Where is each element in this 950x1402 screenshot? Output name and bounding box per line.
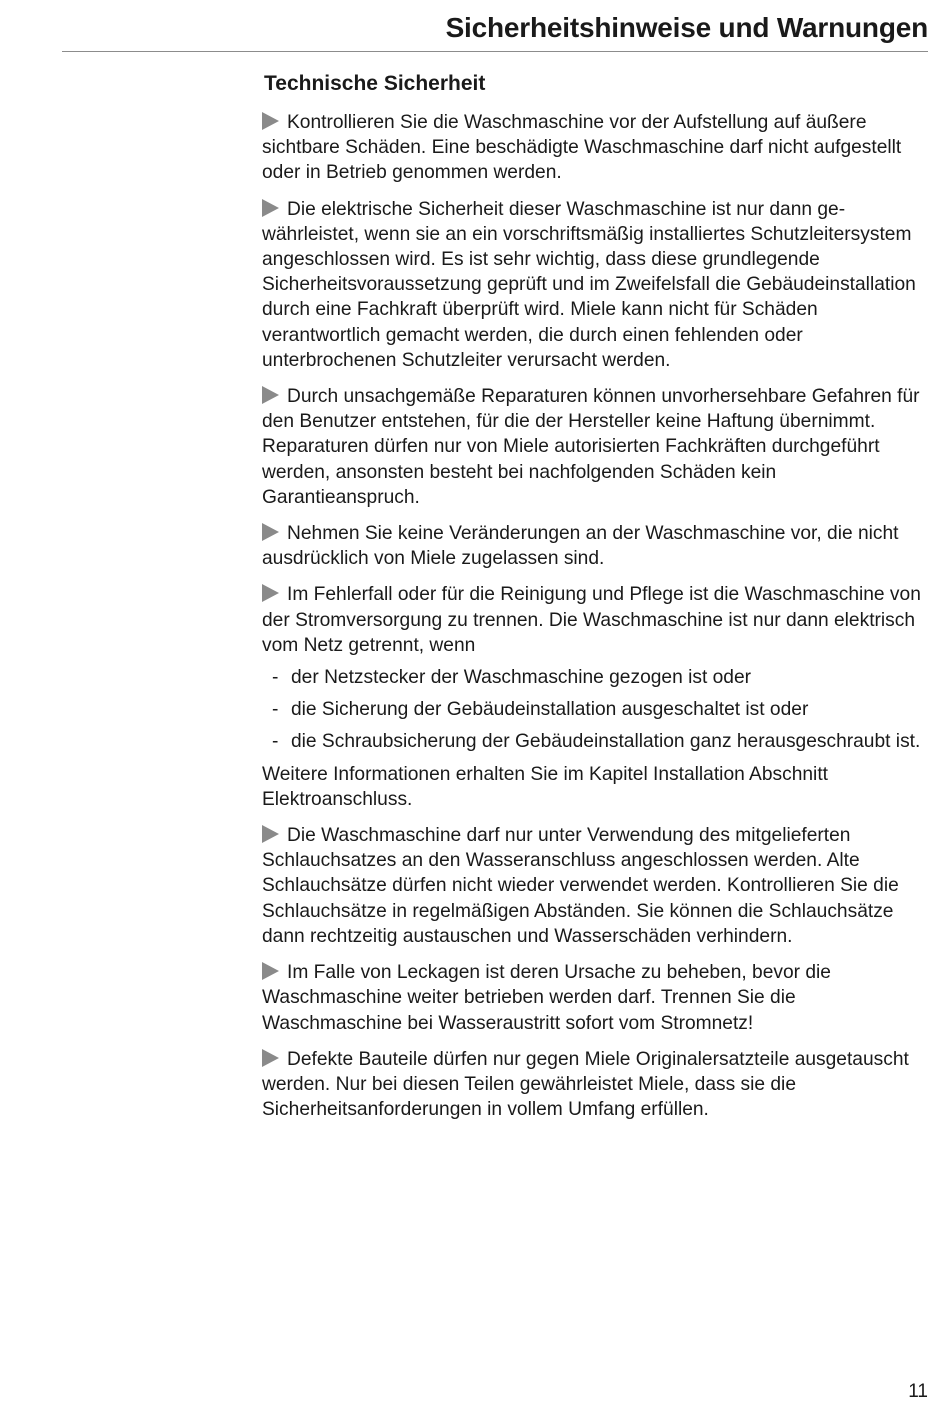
- warning-paragraph: [262, 960, 930, 1036]
- triangle-arrow-right-icon: [262, 112, 279, 130]
- warning-paragraph: [262, 1047, 930, 1123]
- paragraph-text: Defekte Bauteile dürfen nur gegen Miele Originalersatzteile ausgetauscht werden. Nur bei diesen Teilen gewährleistet Miele, dass sie die Sicherheitsanforderungen in vollem Umfang erfüllen.: [262, 1048, 909, 1121]
- warning-paragraph: [262, 521, 930, 571]
- warning-paragraph: [262, 823, 930, 949]
- dash-bullet: -: [272, 699, 279, 721]
- triangle-arrow-right-icon: [262, 584, 279, 602]
- list-item: [262, 665, 930, 690]
- info-paragraph: Weitere Informationen erhalten Sie im Kapitel Installation Abschnitt Elektroanschluss.: [262, 763, 828, 810]
- main-content: [262, 70, 930, 1133]
- paragraph-text: Durch unsachgemäße Reparaturen können unvorhersehbare Gefahren für den Benutzer entstehen, für die der Hersteller keine Haftung übernimmt. Reparaturen dürfen nur von Miele autorisierten Fachkräften durchgeführt werden, ansonsten besteht bei nachfolgenden Schäden kein Garantieanspruch.: [262, 386, 920, 508]
- triangle-arrow-right-icon: [262, 1049, 279, 1067]
- paragraph-text: Die Waschmaschine darf nur unter Verwendung des mitgelieferten Schlauchsatzes an den Wasseranschluss angeschlossen werden. Alte Schlauchsätze dürfen nicht wieder verwendet werden. Kontrollieren Sie die Schlauchsätze in regelmäßigen Abständen. Sie können die Schlauchsätze dann rechtzeitig austauschen und Wasserschäden verhindern.: [262, 825, 899, 947]
- paragraph-text: Die elektrische Sicherheit dieser Waschmaschine ist nur dann gewährleistet, wenn sie an ein vorschriftsmäßig installiertes Schutzleitersystem angeschlossen wird. Es ist sehr wichtig, dass diese grundlegende Sicherheitsvoraussetzung geprüft und im Zweifelsfall die Gebäudeinstallation durch eine Fachkraft überprüft wird. Miele kann nicht für Schäden verantwortlich gemacht werden, die durch einen fehlenden oder unterbrochenen Schutzleiter verursacht werden.: [262, 198, 916, 371]
- paragraph-text: Im Fehlerfall oder für die Reinigung und Pflege ist die Waschmaschine von der Stromversorgung zu trennen. Die Waschmaschine ist nur dann elektrisch vom Netz getrennt, wenn: [262, 584, 921, 656]
- triangle-arrow-right-icon: [262, 199, 279, 217]
- page-header-title: Sicherheitshinweise und Warnungen: [445, 12, 928, 43]
- warning-paragraph: [262, 384, 930, 510]
- dash-bullet: -: [272, 731, 279, 753]
- list-item-text: die Sicherung der Gebäudeinstallation ausgeschaltet ist oder: [291, 699, 809, 721]
- triangle-arrow-right-icon: [262, 523, 279, 541]
- triangle-arrow-right-icon: [262, 962, 279, 980]
- list-item-text: der Netzstecker der Waschmaschine gezogen ist oder: [291, 667, 752, 689]
- disconnect-conditions-list: [262, 665, 930, 755]
- triangle-arrow-right-icon: [262, 825, 279, 843]
- warning-paragraph: [262, 582, 930, 658]
- warning-paragraph: [262, 110, 930, 186]
- page-number: 11: [908, 1381, 928, 1402]
- paragraph-text: Kontrollieren Sie die Waschmaschine vor der Aufstellung auf äußere sichtbare Schäden. Eine beschädigte Waschmaschine darf nicht aufgestellt oder in Betrieb genommen werden.: [262, 112, 902, 184]
- paragraph-text: Nehmen Sie keine Veränderungen an der Waschmaschine vor, die nicht ausdrücklich von Miele zugelassen sind.: [262, 523, 899, 570]
- dash-bullet: -: [272, 667, 279, 689]
- section-title: Technische Sicherheit: [264, 72, 486, 95]
- page-header: [62, 0, 928, 52]
- list-item-text: die Schraubsicherung der Gebäudeinstallation ganz herausgeschraubt ist.: [291, 731, 921, 753]
- list-item: [262, 729, 930, 754]
- paragraph-text: Im Falle von Leckagen ist deren Ursache zu beheben, bevor die Waschmaschine weiter betrieben werden darf. Trennen Sie die Waschmaschine bei Wasseraustritt sofort vom Stromnetz!: [262, 962, 831, 1034]
- warning-paragraph: [262, 197, 930, 373]
- triangle-arrow-right-icon: [262, 386, 279, 404]
- list-item: [262, 697, 930, 722]
